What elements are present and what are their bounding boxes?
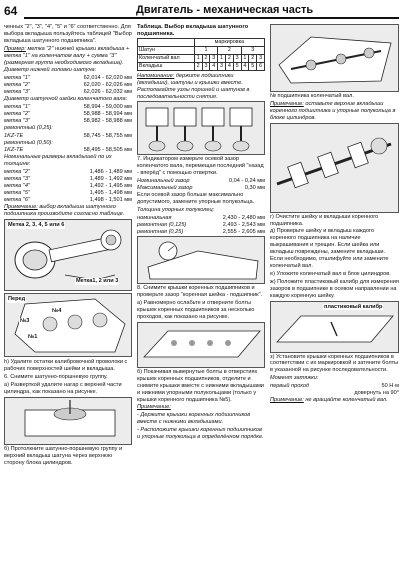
reamer-drawing <box>5 398 132 444</box>
spec-value: 2,555 - 2,605 мм <box>222 228 265 235</box>
d2-title: Диаметр шатунной шейки коленчатого вала: <box>4 96 128 103</box>
rem1-title: ремонтный (0,25): <box>4 124 53 131</box>
page-header <box>4 4 399 18</box>
spec-value: 58,495 - 58,505 мм <box>83 147 132 154</box>
table-cell: 1 <box>194 46 217 54</box>
spec-row <box>137 222 265 229</box>
nom-gap-row: Номинальный зазор 0,04 - 0,24 мм <box>137 178 265 185</box>
spec-key: первый проход <box>270 383 310 390</box>
spec-value: 50 Н·м <box>381 383 399 390</box>
table-cell: 4 <box>210 62 218 70</box>
spec-key: метка "1" <box>4 103 30 110</box>
spec-row <box>4 104 132 111</box>
reminder: Напоминание: держите подшипники (вкладыши), шатуны и крышки вместе. Располагайте узлы поршней и шатунов в последовательности снятия. <box>137 72 250 100</box>
table-cell: 1 <box>241 54 249 62</box>
block-drawing <box>5 294 132 356</box>
step-c: г) Очистите шейку и вкладыши коренного подшипника. <box>270 213 379 227</box>
caps-figure <box>137 322 265 368</box>
reamer-figure <box>4 397 132 445</box>
row-label: Шатун <box>138 46 195 54</box>
d1-list <box>4 75 132 96</box>
step-8a: а) Равномерно ослабьте и отверните болты крышек коренных подшипников за несколько проходов, как показано на рисунке. <box>137 300 255 321</box>
crankshaft-figure <box>270 24 399 92</box>
thick-title: Толщина упорных полуколец: <box>137 206 215 213</box>
nom-list <box>4 169 132 204</box>
spec-key: метка "3" <box>4 176 30 183</box>
spec-key: метка "3" <box>4 117 30 124</box>
marking-header: маркировка <box>194 38 264 46</box>
example: Пример: метка "2" нижней крышки вкладыша + метка "1" на коленчатом валу + сумма "3" (размерная группа необходимого вкладыша). <box>4 45 130 66</box>
indicator-drawing <box>138 237 265 283</box>
spec-value: 58,745 - 58,755 мм <box>83 132 132 139</box>
spec-value: 1,486 - 1,489 мм <box>89 169 132 176</box>
crankshaft-drawing-2 <box>270 123 399 213</box>
table-cell: 3 <box>241 46 264 54</box>
torque-title: Момент затяжки: <box>270 375 319 382</box>
rem1-list <box>4 133 132 140</box>
spec-value: 1,492 - 1,495 мм <box>89 182 132 189</box>
spec-row <box>4 169 132 176</box>
spec-value: 58,982 - 58,988 мм <box>83 117 132 124</box>
table-cell: 1 <box>194 54 202 62</box>
table-caption: Таблица. Выбор вкладыша шатунного подшипника. <box>137 24 249 37</box>
note-label: Примечание: <box>137 404 171 411</box>
step-8b: б) Покачивая вывернутые болты в отверстиях крышек коренных подшипников, отделите и снимите крышки вместе с нижними вкладышами и нижними упорными полукольцами (только у крышки коренного подшипника №5). <box>137 368 264 403</box>
table-cell: 2 <box>249 54 257 62</box>
max-gap-row: Максимальный зазор 0,30 мм <box>137 185 265 192</box>
caps-drawing <box>138 323 265 367</box>
spec-key: 1KZ-TE <box>4 147 24 154</box>
pistons-drawing <box>138 102 265 154</box>
plastigage-label: пластиковый калибр <box>324 303 383 310</box>
table-cell: 2 <box>225 54 233 62</box>
spec-row <box>4 118 132 125</box>
spec-key: ремонтная (0,125) <box>137 221 187 228</box>
paragraph: ченных "2", "3", "4", "5" и "6" соответственно. Для выбора вкладыша пользуйтесь таблицей "Выбор вкладыша шатунного подшипника". <box>4 24 132 44</box>
spec-row <box>137 229 265 236</box>
table-cell: 5 <box>233 62 241 70</box>
note-2: Примечание: не вращайте коленчатый вал. <box>270 396 388 403</box>
spec-value: 62,026 - 62,032 мм <box>83 89 132 96</box>
spec-key: метка "2" <box>4 169 30 176</box>
thick-list <box>137 215 265 236</box>
spec-value: 58,988 - 58,994 мм <box>83 110 132 117</box>
step-d: д) Проверьте шейку и вкладыш каждого коренного подшипника на наличие выкрашивания и трещин. Если шейка или вкладыш повреждены, замените вкладыши. Если необходимо, отшлифуйте или замените коленчатый вал. <box>270 228 389 269</box>
table-cell: 5 <box>249 62 257 70</box>
bearing-table <box>137 38 265 71</box>
fig-label: № подшипника коленчатый вал. <box>270 93 354 99</box>
spec-row <box>4 190 132 197</box>
marks-label: Метка 2, 3, 4, 5 или 6 <box>8 222 65 229</box>
table-cell: 3 <box>202 62 210 70</box>
spec-row <box>4 111 132 118</box>
step-e: е) Уложите коленчатый вал в блок цилиндров. <box>270 270 391 277</box>
spec-row <box>270 383 399 390</box>
table-cell: 3 <box>218 62 226 70</box>
spec-key: метка "3" <box>4 89 30 96</box>
table-cell: 3 <box>210 54 218 62</box>
indicator-figure <box>137 236 265 284</box>
spec-value: 62,014 - 62,020 мм <box>83 75 132 82</box>
spec-row <box>4 176 132 183</box>
step-h: h) Удалите остатки калибровочной проволоки с рабочих поверхностей шейки и вкладыша. <box>4 359 128 373</box>
nom-title: Номинальные размеры вкладышей по их толщине: <box>4 154 112 168</box>
header-rule <box>24 17 399 19</box>
spec-key: номинальная <box>137 214 172 221</box>
torque-list <box>270 383 399 397</box>
left-column <box>4 24 132 468</box>
pistons-figure <box>137 101 265 155</box>
n1-label: №1 <box>28 334 38 341</box>
spec-key: метка "2" <box>4 110 30 117</box>
bearing-table-body <box>138 46 265 70</box>
spec-row <box>4 82 132 89</box>
step-6: 6. Снимите шатунно-поршневую группу. <box>4 374 108 381</box>
step-z: з) Установите крышки коренных подшипников в соответствии с их маркировкой и затяните болты в указанной на рисунке последовательности. <box>270 353 399 374</box>
table-cell: 6 <box>257 62 265 70</box>
spec-key: метка "2" <box>4 82 30 89</box>
note-item-2: - Расположите крышки коренных подшипников и упорные полукольца в определённом порядке. <box>137 427 264 441</box>
step-6a: а) Разверткой удалите нагар с верхней части цилиндра, как показано на рисунке. <box>4 382 122 396</box>
spec-key: метка "4" <box>4 182 30 189</box>
spec-key: ремонтная (0,25) <box>137 228 184 235</box>
spec-row <box>4 197 132 204</box>
front-label: Перед <box>8 296 26 303</box>
conrod-figure <box>4 219 132 291</box>
note-item-1: - Держите крышки коренных подшипников вместе с нижними вкладышами. <box>137 412 251 426</box>
spec-row <box>137 215 265 222</box>
n4-label: №4 <box>52 308 62 315</box>
crankshaft-drawing <box>271 25 399 91</box>
row-label: Вкладыш <box>138 62 195 70</box>
spec-value: 58,994 - 59,000 мм <box>83 103 132 110</box>
middle-column <box>137 24 265 442</box>
n3-label: №3 <box>20 318 30 325</box>
table-cell: 2 <box>218 46 241 54</box>
note: Примечание: выбор вкладыша шатунного подшипника производите согласно таблице. <box>4 203 125 217</box>
table-cell: 3 <box>233 54 241 62</box>
spec-value: 1,495 - 1,498 мм <box>89 189 132 196</box>
table-cell: 2 <box>194 62 202 70</box>
gap-text: Если осевой зазор больше максимально допустимого, замените упорные полукольца. <box>137 191 255 205</box>
step-f: ж) Положите пластиковый калибр для измерения зазоров в подшипнике в осевом направлении на каждую коренную шейку. <box>270 278 399 299</box>
table-cell: 4 <box>241 62 249 70</box>
spec-row <box>4 183 132 190</box>
spec-value: 1,498 - 1,501 мм <box>89 196 132 203</box>
table-row <box>138 54 265 62</box>
table-cell: 1 <box>218 54 226 62</box>
step-6b: б) Протолкните шатунно-поршневую группу и верхний вкладыш шатуна через верхнюю сторону блока цилиндров. <box>4 446 123 466</box>
rem2-title: ремонтный (0,50): <box>4 139 53 146</box>
page-number: 64 <box>4 4 18 18</box>
row-label: Коленчатый вал <box>138 54 195 62</box>
d2-list <box>4 104 132 125</box>
crankshaft-drawing-2-svg <box>271 124 399 212</box>
table-row <box>138 62 265 70</box>
note-1: Примечание: оставьте верхние вкладыши коренного подшипника и упорные полукольца в блоке цилиндров. <box>270 100 396 121</box>
spec-key: метка "5" <box>4 189 30 196</box>
spec-row <box>270 390 399 397</box>
step-7: 7. Индикатором измерьте осевой зазор коленчатого вала, перемещая последний "назад - вперёд" с помощью отвертки. <box>137 156 264 177</box>
spec-key: метка "1" <box>4 75 30 82</box>
table-row <box>138 46 265 54</box>
spec-value: 2,493 - 2,543 мм <box>222 221 265 228</box>
section-title: Двигатель - механическая часть <box>136 4 314 16</box>
table-cell: 3 <box>257 54 265 62</box>
step-8: 8. Снимите крышки коренных подшипников и проверьте зазор "коренная шейка - подшипник". <box>137 285 263 299</box>
spec-value: 62,020 - 62,026 мм <box>83 82 132 89</box>
table-cell: 4 <box>225 62 233 70</box>
spec-value: 1,489 - 1,492 мм <box>89 176 132 183</box>
spec-row <box>4 75 132 82</box>
spec-key: метка "6" <box>4 196 30 203</box>
spec-key: 1KZ-TE <box>4 132 24 139</box>
spec-value: довернуть на 90° <box>354 390 399 397</box>
plastigage-figure <box>270 301 399 353</box>
block-figure <box>4 293 132 357</box>
mark2-label: Метка1, 2 или 3 <box>76 278 119 285</box>
d1-title: Диаметр нижней головки шатуна: <box>4 67 97 74</box>
spec-row <box>4 133 132 140</box>
spec-value: 2,430 - 2,480 мм <box>222 214 265 221</box>
right-column <box>270 24 399 405</box>
table-cell: 2 <box>202 54 210 62</box>
